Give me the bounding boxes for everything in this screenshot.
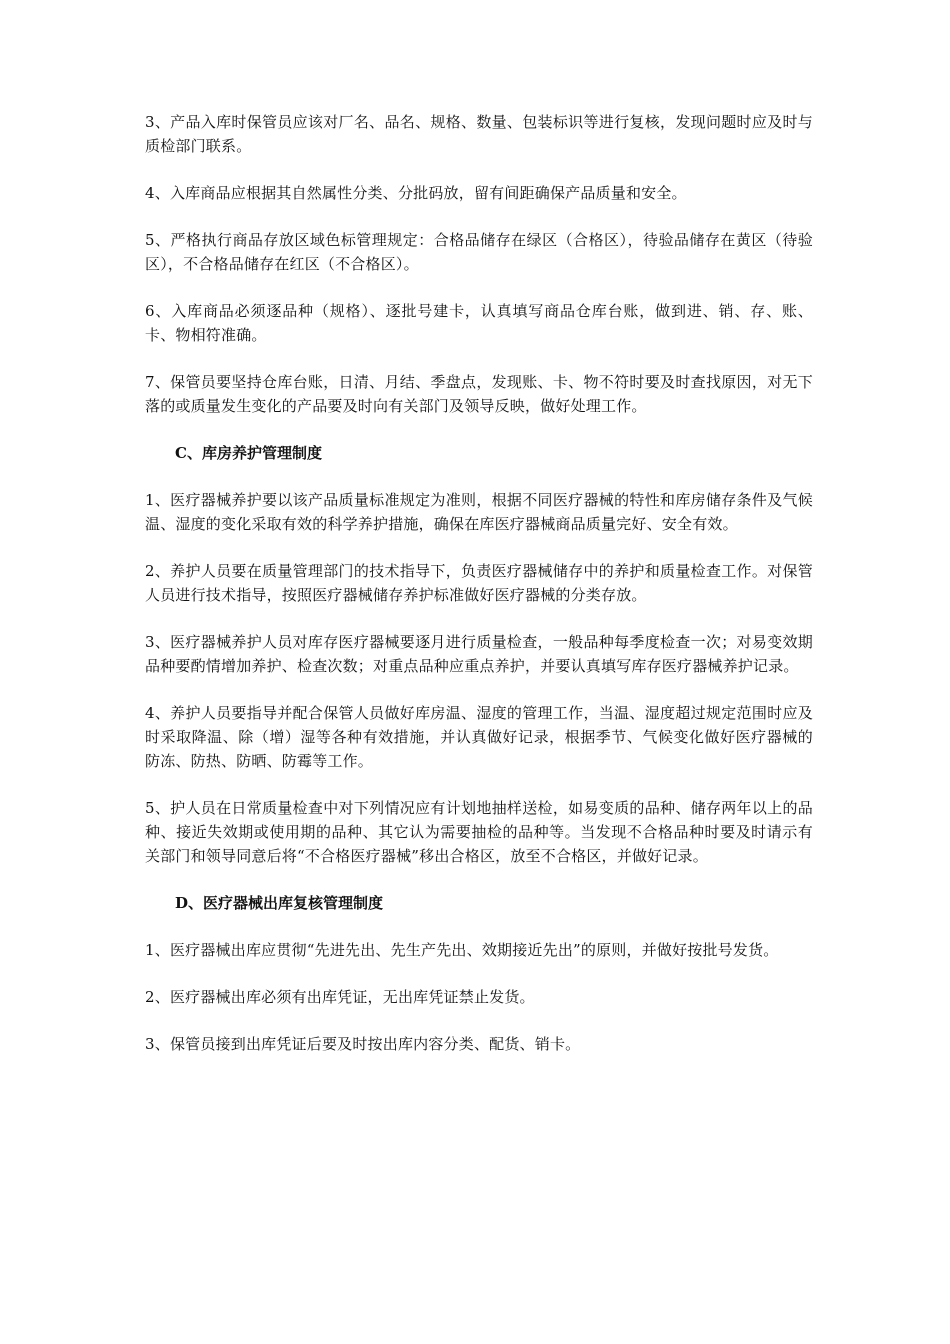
document-body [145, 110, 813, 1079]
paragraph-b3: 3、产品入库时保管员应该对厂名、品名、规格、数量、包装标识等进行复核，发现问题时应及时与质检部门联系。 [145, 113, 813, 155]
paragraph-d2: 2、医疗器械出库必须有出库凭证，无出库凭证禁止发货。 [145, 988, 535, 1006]
paragraph-d1: 1、医疗器械出库应贯彻“先进先出、先生产先出、效期接近先出”的原则，并做好按批号发货。 [145, 941, 779, 959]
paragraph-d3: 3、保管员接到出库凭证后要及时按出库内容分类、配货、销卡。 [145, 1035, 581, 1053]
paragraph-b5: 5、严格执行商品存放区域色标管理规定：合格品储存在绿区（合格区），待验品储存在黄区（待验区），不合格品储存在红区（不合格区）。 [145, 231, 813, 273]
paragraph-b4: 4、入库商品应根据其自然属性分类、分批码放，留有间距确保产品质量和安全。 [145, 184, 687, 202]
section-d-heading: D、医疗器械出库复核管理制度 [175, 894, 384, 912]
paragraph-c1: 1、医疗器械养护要以该产品质量标准规定为准则，根据不同医疗器械的特性和库房储存条件及气候温、湿度的变化采取有效的科学养护措施，确保在库医疗器械商品质量完好、安全有效。 [145, 491, 813, 533]
paragraph-c3: 3、医疗器械养护人员对库存医疗器械要逐月进行质量检查，一般品种每季度检查一次；对易变效期品种要酌情增加养护、检查次数；对重点品种应重点养护，并要认真填写库存医疗器械养护记录。 [145, 633, 813, 675]
paragraph-b6: 6、入库商品必须逐品种（规格）、逐批号建卡，认真填写商品仓库台账，做到进、销、存、账、卡、物相符准确。 [145, 302, 813, 344]
paragraph-c4: 4、养护人员要指导并配合保管人员做好库房温、湿度的管理工作，当温、湿度超过规定范围时应及时采取降温、除（增）湿等各种有效措施，并认真做好记录，根据季节、气候变化做好医疗器械的防冻、防热、防晒、防霉等工作。 [145, 704, 813, 770]
paragraph-c5: 5、护人员在日常质量检查中对下列情况应有计划地抽样送检，如易变质的品种、储存两年以上的品种、接近失效期或使用期的品种、其它认为需要抽检的品种等。当发现不合格品种时要及时请示有关部门和领导同意后将“不合格医疗器械”移出合格区，放至不合格区，并做好记录。 [145, 799, 813, 865]
paragraph-c2: 2、养护人员要在质量管理部门的技术指导下，负责医疗器械储存中的养护和质量检查工作。对保管人员进行技术指导，按照医疗器械储存养护标准做好医疗器械的分类存放。 [145, 562, 813, 604]
paragraph-b7: 7、保管员要坚持仓库台账，日清、月结、季盘点，发现账、卡、物不符时要及时查找原因，对无下落的或质量发生变化的产品要及时向有关部门及领导反映，做好处理工作。 [145, 373, 813, 415]
section-c-heading: C、库房养护管理制度 [175, 444, 322, 462]
